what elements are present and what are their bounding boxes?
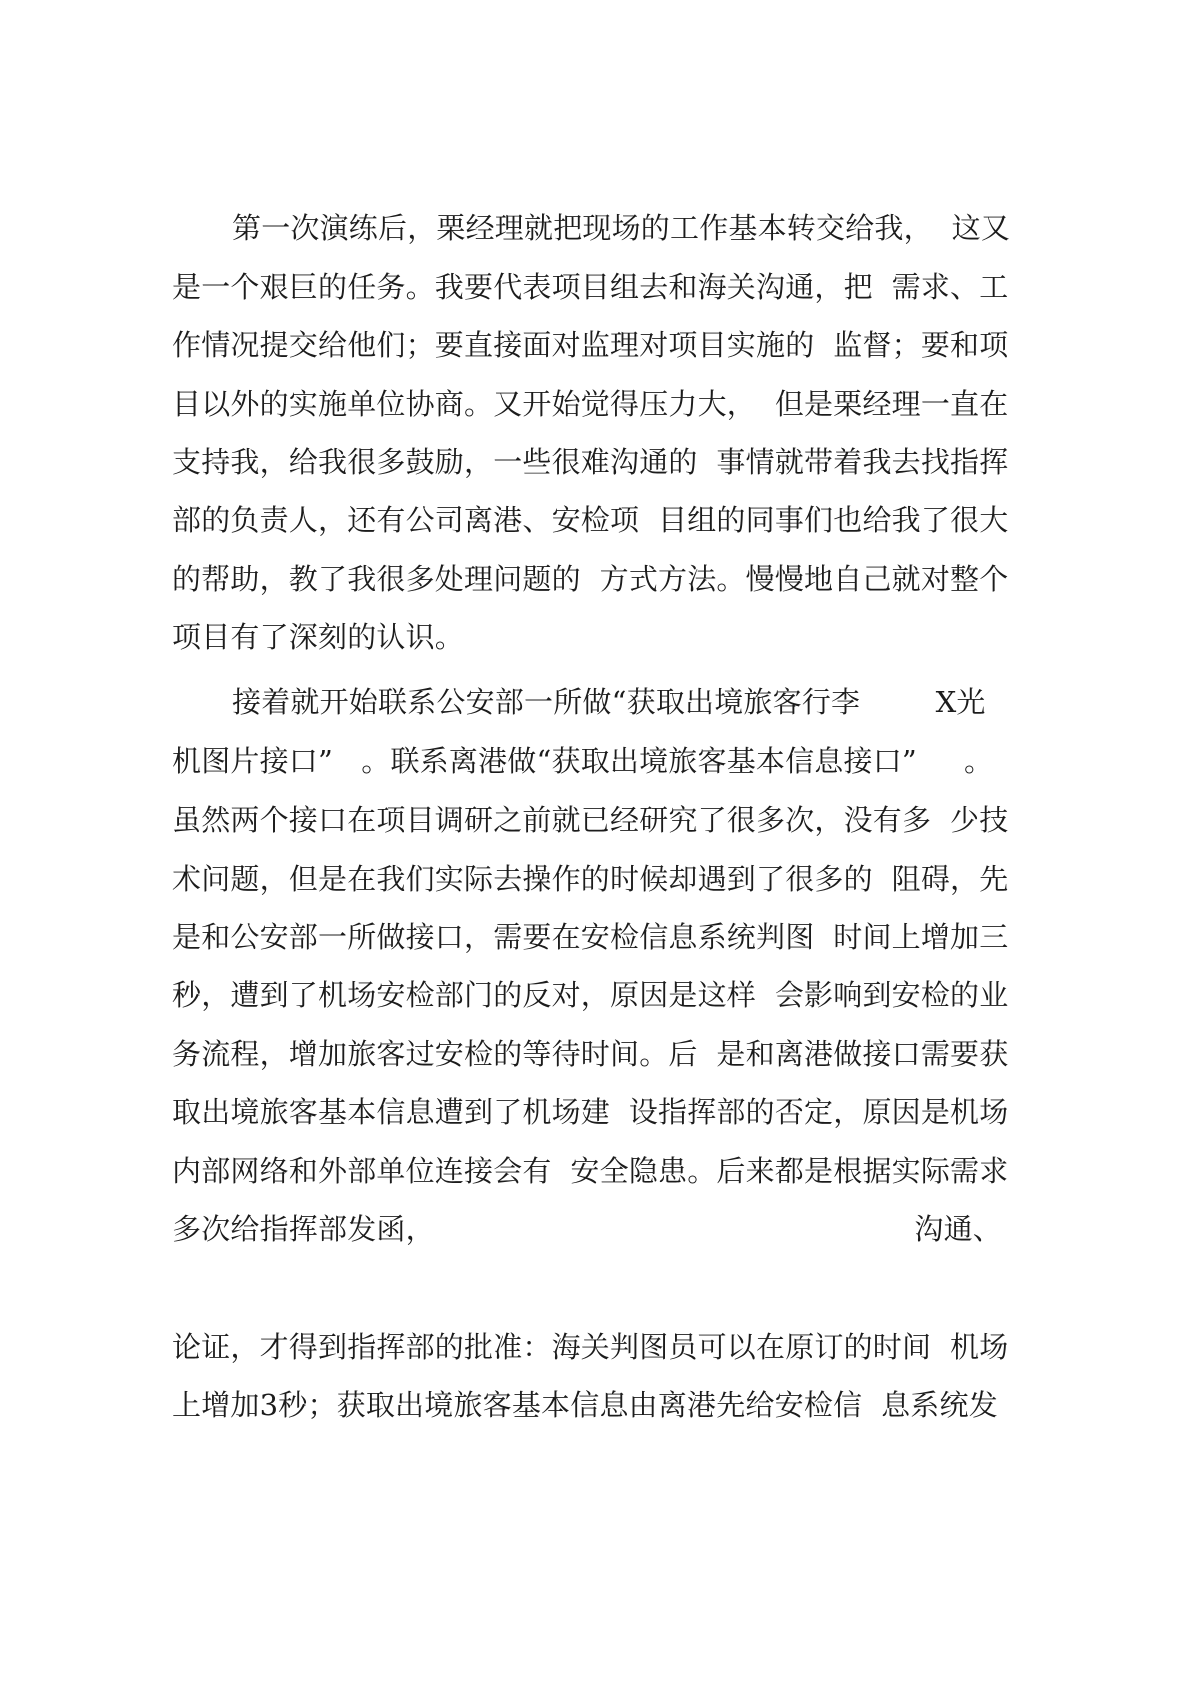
paragraph-2-line-3: 虽然两个接口在项目调研之前就已经研究了很多次，没有多 少技 (172, 803, 1009, 837)
paragraph-2-line-2: 机图片接口” 。联系离港做“获取出境旅客基本信息接口” 。 (172, 744, 994, 778)
paragraph-1-line-5: 支持我，给我很多鼓励，一些很难沟通的 事情就带着我去找指挥 (172, 445, 1009, 479)
paragraph-2-line-6: 秒，遭到了机场安检部门的反对，原因是这样 会影响到安检的业 (172, 978, 1009, 1012)
paragraph-1-line-1: 第一次演练后，栗经理就把现场的工作基本转交给我， 这又 (232, 211, 1011, 245)
paragraph-3-line-2: 上增加3秒；获取出境旅客基本信息由离港先给安检信 息系统发 (172, 1388, 998, 1422)
paragraph-2-line-8: 取出境旅客基本信息遭到了机场建 设指挥部的否定，原因是机场 (172, 1095, 1009, 1129)
paragraph-1-line-2: 是一个艰巨的任务。我要代表项目组去和海关沟通，把 需求、工 (172, 270, 1009, 304)
paragraph-1-line-6: 部的负责人，还有公司离港、安检项 目组的同事们也给我了很大 (172, 503, 1009, 537)
paragraph-2-line-9: 内部网络和外部单位连接会有 安全隐患。后来都是根据实际需求 (172, 1154, 1009, 1188)
paragraph-3-line-1: 论证，才得到指挥部的批准：海关判图员可以在原订的时间 机场 (172, 1330, 1009, 1364)
paragraph-1-line-3: 作情况提交给他们；要直接面对监理对项目实施的 监督；要和项 (172, 328, 1009, 362)
paragraph-1-line-8: 项目有了深刻的认识。 (172, 620, 465, 654)
paragraph-1-line-7: 的帮助，教了我很多处理问题的 方式方法。慢慢地自己就对整个 (172, 562, 1009, 596)
paragraph-2-line-7: 务流程，增加旅客过安检的等待时间。后 是和离港做接口需要获 (172, 1037, 1009, 1071)
paragraph-1-line-4: 目以外的实施单位协商。又开始觉得压力大， 但是栗经理一直在 (172, 387, 1009, 421)
paragraph-2-line-10-end: 沟通、 (914, 1212, 1002, 1246)
paragraph-2-line-10: 多次给指挥部发函， (172, 1212, 435, 1246)
paragraph-2-line-1: 接着就开始联系公安部一所做“获取出境旅客行李 X光 (232, 685, 986, 719)
paragraph-2-line-5: 是和公安部一所做接口，需要在安检信息系统判图 时间上增加三 (172, 920, 1009, 954)
paragraph-2-line-4: 术问题，但是在我们实际去操作的时候却遇到了很多的 阻碍，先 (172, 862, 1009, 896)
